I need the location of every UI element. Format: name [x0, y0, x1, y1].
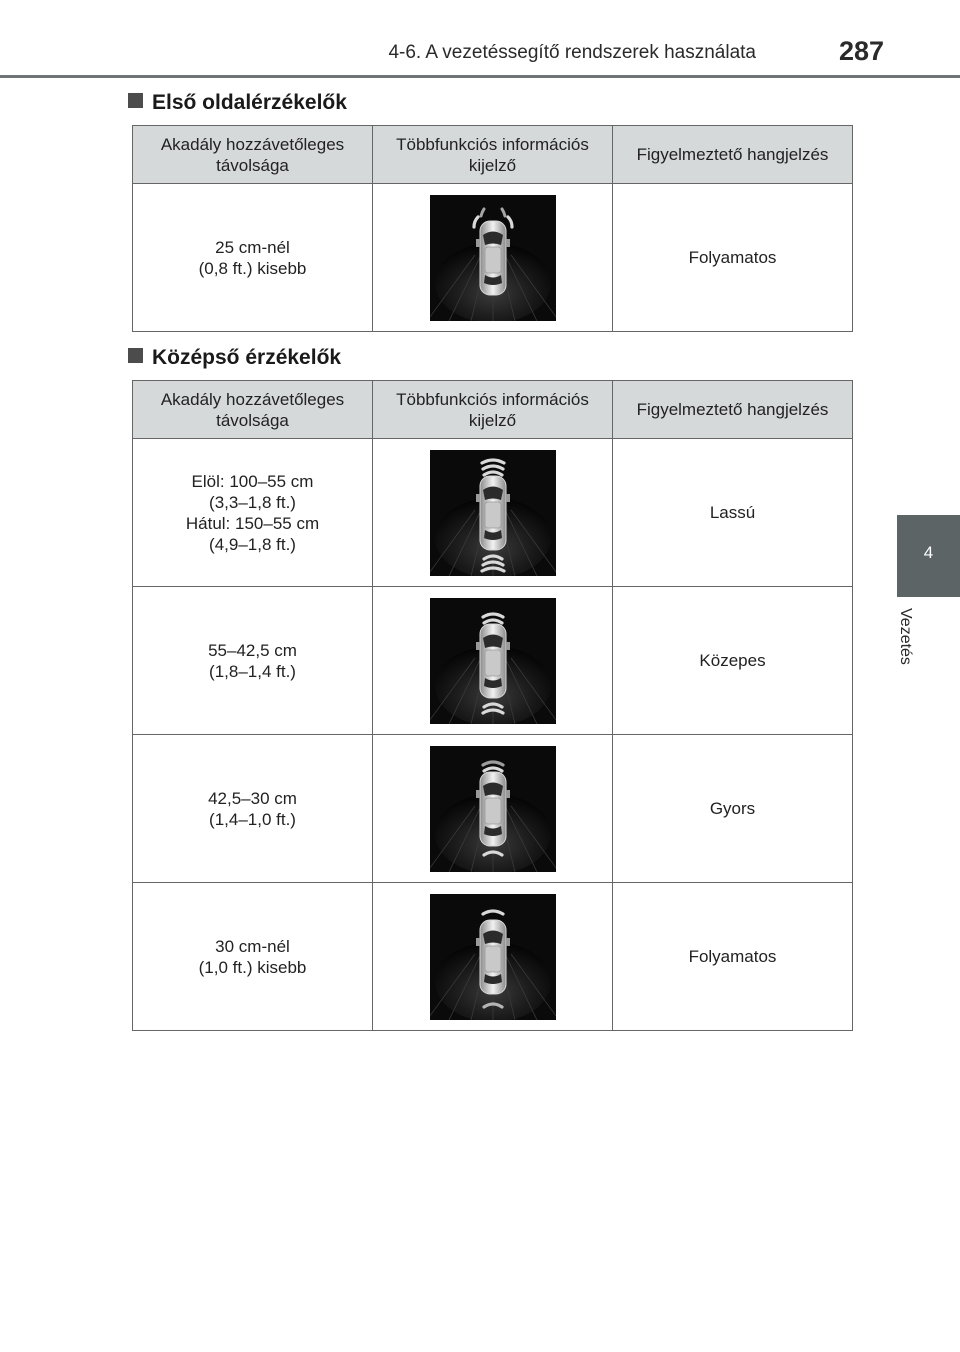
- header-title: 4-6. A vezetéssegítő rendszerek használata: [388, 42, 756, 63]
- chapter-number: 4: [923, 543, 934, 562]
- distance-line: (1,4–1,0 ft.): [209, 809, 296, 829]
- distance-line: 42,5–30 cm: [208, 788, 297, 808]
- distance-line: (1,8–1,4 ft.): [209, 661, 296, 681]
- display-cell: [373, 184, 613, 332]
- car-top-view-icon: [476, 221, 510, 295]
- parking-display-image: [430, 450, 556, 576]
- header-distance: Akadály hozzávetőleges távolsága: [133, 381, 373, 439]
- chapter-tab: [897, 515, 960, 597]
- distance-line: 55–42,5 cm: [208, 640, 297, 660]
- center-sensor-table: [132, 380, 853, 1031]
- distance-line: 30 cm-nél: [215, 936, 290, 956]
- distance-cell: [133, 439, 373, 587]
- car-top-view-icon: [476, 920, 510, 994]
- parking-display-image: [430, 195, 556, 321]
- car-top-view-icon: [476, 476, 510, 550]
- table-row: [133, 883, 853, 1031]
- distance-line: Elöl: 100–55 cm: [191, 471, 314, 491]
- header-display: Többfunkciós információs kijelző: [373, 126, 613, 184]
- section-heading-text: Középső érzékelők: [152, 346, 342, 369]
- display-cell: [373, 735, 613, 883]
- header-rule: [0, 75, 960, 78]
- section-heading-text: Első oldalérzékelők: [152, 91, 347, 114]
- distance-line: (4,9–1,8 ft.): [209, 534, 296, 554]
- tone-cell: Gyors: [613, 735, 853, 883]
- tone-cell: Lassú: [613, 439, 853, 587]
- header-display: Többfunkciós információs kijelző: [373, 381, 613, 439]
- distance-cell: [133, 883, 373, 1031]
- display-cell: [373, 439, 613, 587]
- square-bullet-icon: [128, 93, 143, 108]
- table-row: [133, 439, 853, 587]
- section-heading-center: [128, 346, 341, 370]
- distance-line: (3,3–1,8 ft.): [209, 492, 296, 512]
- header-distance: Akadály hozzávetőleges távolsága: [133, 126, 373, 184]
- page-header: [0, 0, 960, 80]
- parking-display-image: [430, 746, 556, 872]
- table-row: [133, 587, 853, 735]
- table-row: [133, 184, 853, 332]
- parking-display-image: [430, 598, 556, 724]
- display-cell: [373, 587, 613, 735]
- front-side-sensor-table: [132, 125, 853, 332]
- distance-cell: [133, 735, 373, 883]
- distance-cell: [133, 587, 373, 735]
- distance-line: (1,0 ft.) kisebb: [198, 957, 307, 977]
- table-header-row: [133, 381, 853, 439]
- tone-cell: Folyamatos: [613, 184, 853, 332]
- distance-cell: [133, 184, 373, 332]
- page-number: 287: [838, 36, 884, 66]
- chapter-label: [897, 608, 928, 688]
- chapter-label-text: Vezetés: [897, 608, 914, 665]
- section-heading-front: [128, 91, 347, 115]
- distance-line: (0,8 ft.) kisebb: [198, 258, 307, 278]
- display-cell: [373, 883, 613, 1031]
- distance-line: Hátul: 150–55 cm: [185, 513, 320, 533]
- parking-display-image: [430, 894, 556, 1020]
- header-tone: Figyelmeztető hangjelzés: [613, 126, 853, 184]
- table-row: [133, 735, 853, 883]
- tone-cell: Közepes: [613, 587, 853, 735]
- header-tone: Figyelmeztető hangjelzés: [613, 381, 853, 439]
- square-bullet-icon: [128, 348, 143, 363]
- car-top-view-icon: [476, 772, 510, 846]
- tone-cell: Folyamatos: [613, 883, 853, 1031]
- distance-line: 25 cm-nél: [215, 237, 290, 257]
- table-header-row: [133, 126, 853, 184]
- car-top-view-icon: [476, 624, 510, 698]
